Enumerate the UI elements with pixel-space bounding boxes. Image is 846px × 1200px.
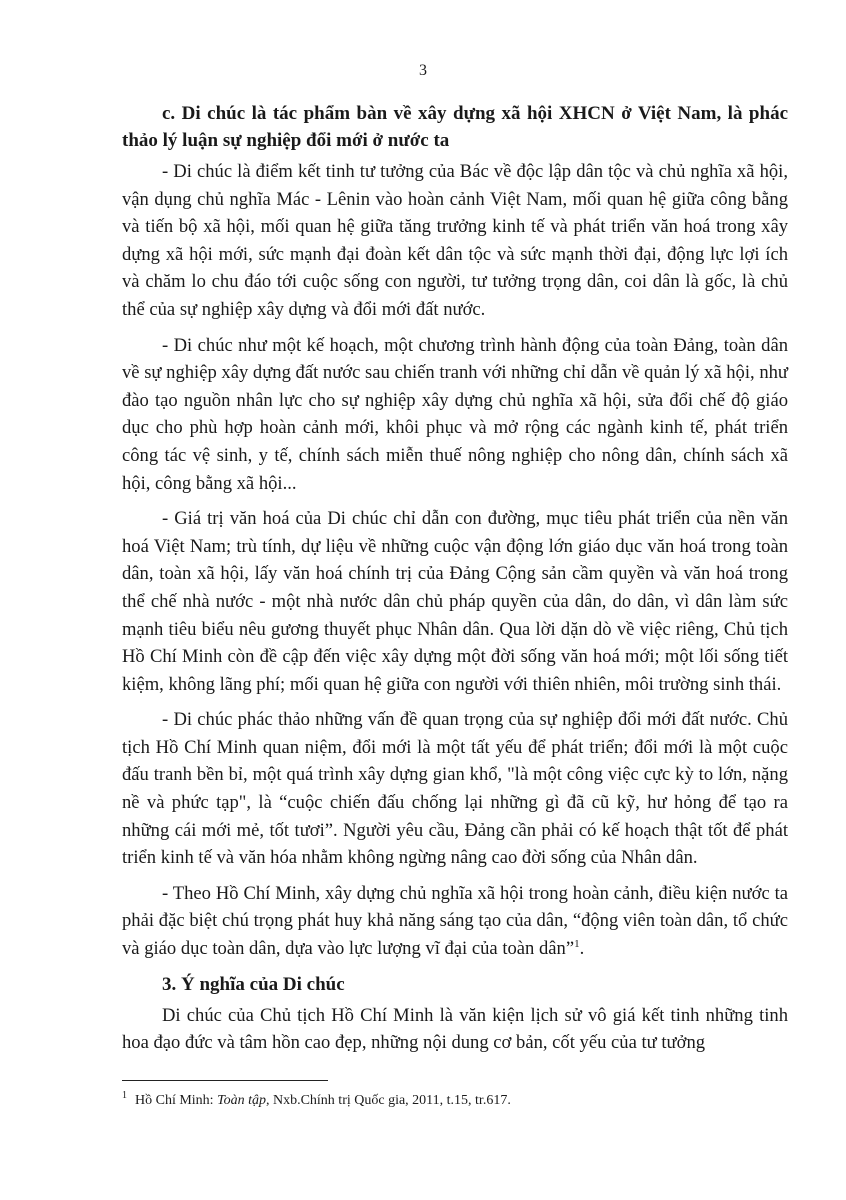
- section-3-heading: 3. Ý nghĩa của Di chúc: [162, 973, 345, 995]
- section-c-paragraph-1: - Di chúc là điểm kết tinh tư tưởng của Bác về độc lập dân tộc và chủ nghĩa xã hội, vận dụng chủ nghĩa Mác - Lênin vào hoàn cảnh Việt Nam, mối quan hệ giữa công bằng và tiến bộ xã hội, mối quan hệ giữa tăng trưởng kinh tế và phát triển văn hoá trong xây dựng xã hội mới, sức mạnh đại đoàn kết dân tộc và sức mạnh thời đại, động lực lợi ích và chăm lo chu đáo tới cuộc sống con người, tư tưởng trọng dân, coi dân là gốc, là chủ thể của sự nghiệp xây dựng và đổi mới đất nước.: [122, 161, 788, 320]
- closing-punctuation: .: [579, 938, 585, 960]
- section-c-heading: c. Di chúc là tác phẩm bàn về xây dựng xã hội XHCN ở Việt Nam, là phác thảo lý luận sự nghiệp đổi mới ở nước ta: [122, 103, 788, 151]
- footnote-reference: 1: [574, 937, 580, 950]
- section-c-paragraph-4: - Di chúc phác thảo những vấn đề quan trọng của sự nghiệp đổi mới đất nước. Chủ tịch Hồ Chí Minh quan niệm, đổi mới là một tất yếu để phát triển; đổi mới là một cuộc đấu tranh bền bỉ, một quá trình xây dựng gian khổ, "là một công việc cực kỳ to lớn, nặng nề và phức tạp", là “cuộc chiến đấu chống lại những gì đã cũ kỹ, hư hỏng để tạo ra những cái mới mẻ, tốt tươi”. Người yêu cầu, Đảng cần phải có kế hoạch thật tốt để phát triển kinh tế và văn hóa nhằm không ngừng nâng cao đời sống của Nhân dân.: [122, 709, 788, 869]
- section-c-paragraph-3: - Giá trị văn hoá của Di chúc chỉ dẫn con đường, mục tiêu phát triển của nền văn hoá Việt Nam; trù tính, dự liệu về những cuộc vận động lớn giáo dục văn hoá trong toàn dân, toàn xã hội, lấy văn hoá chính trị của Đảng Cộng sản cầm quyền và văn hoá trong thể chế nhà nước - một nhà nước dân chủ pháp quyền của dân, do dân, vì dân làm sức mạnh tiêu biểu nêu gương thuyết phục Nhân dân. Qua lời dặn dò về việc riêng, Chủ tịch Hồ Chí Minh còn đề cập đến việc xây dựng một đời sống văn hoá mới; một lối sống tiết kiệm, không lãng phí; mối quan hệ giữa con người với thiên nhiên, môi trường sinh thái.: [122, 508, 788, 695]
- page-number: 3: [419, 62, 427, 79]
- footnote: [122, 1092, 788, 1110]
- section-3-paragraph: Di chúc của Chủ tịch Hồ Chí Minh là văn kiện lịch sử vô giá kết tinh những tinh hoa đạo đức và tâm hồn cao đẹp, những nội dung cơ bản, cốt yếu của tư tưởng: [122, 1004, 788, 1054]
- section-c-paragraph-5: [122, 880, 788, 963]
- footnote-title: Toàn tập: [217, 1093, 266, 1108]
- footnote-details: , Nxb.Chính trị Quốc gia, 2011, t.15, tr.617.: [265, 1093, 511, 1108]
- section-c-paragraph-5-text: - Theo Hồ Chí Minh, xây dựng chủ nghĩa xã hội trong hoàn cảnh, điều kiện nước ta phải đặc biệt chú trọng phát huy khả năng sáng tạo của dân, “động viên toàn dân, tổ chức và giáo dục toàn dân, dựa vào lực lượng vĩ đại của toàn dân”: [122, 882, 788, 960]
- body-text: [122, 100, 788, 1065]
- section-c-paragraph-2: - Di chúc như một kế hoạch, một chương trình hành động của toàn Đảng, toàn dân về sự nghiệp xây dựng đất nước sau chiến tranh với những chỉ dẫn về quản lý xã hội, như đào tạo nguồn nhân lực cho sự nghiệp xây dựng chủ nghĩa xã hội, sửa đổi chế độ giáo dục cho phù hợp hoàn cảnh mới, khôi phục và mở rộng các ngành kinh tế, phát triển công tác vệ sinh, y tế, chính sách miễn thuế nông nghiệp cho nông dân, chính sách xã hội, công bằng xã hội...: [122, 334, 788, 494]
- footnote-author: Hồ Chí Minh:: [135, 1093, 218, 1108]
- footnote-divider: [122, 1080, 328, 1081]
- footnote-mark: 1: [122, 1090, 127, 1102]
